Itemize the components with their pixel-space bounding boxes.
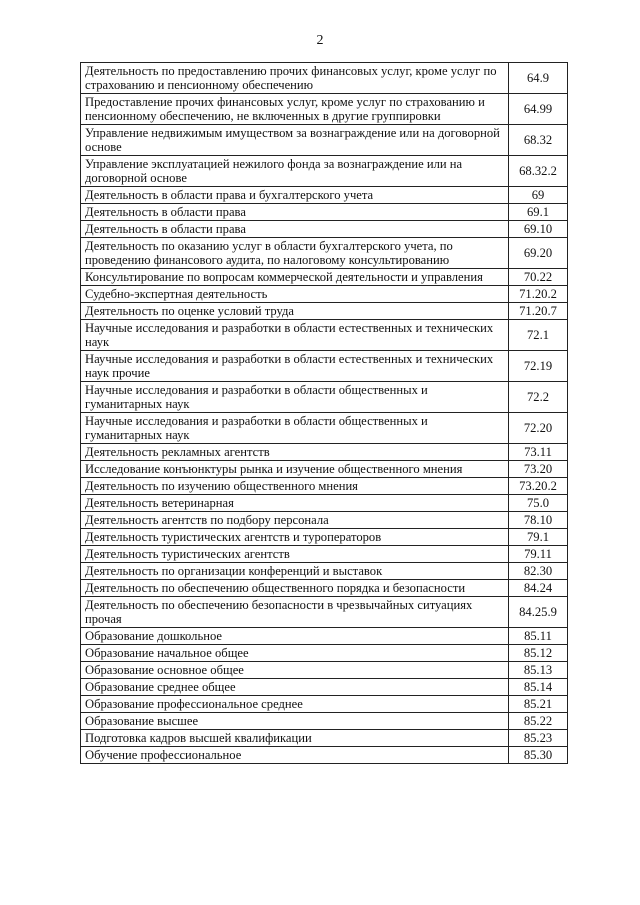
activity-code-cell: 84.25.9 <box>509 597 568 628</box>
table-row <box>81 125 568 156</box>
activity-code-cell: 85.13 <box>509 662 568 679</box>
activity-code-cell: 68.32.2 <box>509 156 568 187</box>
activity-codes-table <box>80 62 568 764</box>
activity-name-cell: Деятельность рекламных агентств <box>81 444 509 461</box>
activity-name-cell: Деятельность по оказанию услуг в области бухгалтерского учета, по проведению финансового аудита, по налоговому консультированию <box>81 238 509 269</box>
table-row <box>81 413 568 444</box>
activity-name-cell: Деятельность по обеспечению безопасности в чрезвычайных ситуациях прочая <box>81 597 509 628</box>
activity-code-cell: 69 <box>509 187 568 204</box>
table-row <box>81 628 568 645</box>
table-row <box>81 747 568 764</box>
activity-code-cell: 79.1 <box>509 529 568 546</box>
activity-name-cell: Образование основное общее <box>81 662 509 679</box>
activity-name-cell: Обучение профессиональное <box>81 747 509 764</box>
activity-code-cell: 85.12 <box>509 645 568 662</box>
activity-name-cell: Научные исследования и разработки в области общественных и гуманитарных наук <box>81 413 509 444</box>
activity-name-cell: Деятельность по предоставлению прочих финансовых услуг, кроме услуг по страхованию и пенсионному обеспечению <box>81 63 509 94</box>
table-row <box>81 546 568 563</box>
table-row <box>81 662 568 679</box>
activity-name-cell: Образование профессиональное среднее <box>81 696 509 713</box>
activity-name-cell: Судебно-экспертная деятельность <box>81 286 509 303</box>
table-row <box>81 713 568 730</box>
activity-code-cell: 73.20.2 <box>509 478 568 495</box>
table-row <box>81 351 568 382</box>
activity-name-cell: Деятельность по изучению общественного мнения <box>81 478 509 495</box>
activity-name-cell: Образование начальное общее <box>81 645 509 662</box>
table-row <box>81 156 568 187</box>
activity-code-cell: 69.10 <box>509 221 568 238</box>
activity-name-cell: Деятельность туристических агентств <box>81 546 509 563</box>
activity-code-cell: 78.10 <box>509 512 568 529</box>
activity-code-cell: 72.1 <box>509 320 568 351</box>
activity-name-cell: Управление эксплуатацией нежилого фонда за вознаграждение или на договорной основе <box>81 156 509 187</box>
activity-name-cell: Деятельность в области права <box>81 204 509 221</box>
activity-code-cell: 72.19 <box>509 351 568 382</box>
activity-name-cell: Деятельность по обеспечению общественного порядка и безопасности <box>81 580 509 597</box>
activity-code-cell: 79.11 <box>509 546 568 563</box>
activity-code-cell: 68.32 <box>509 125 568 156</box>
activity-code-cell: 69.20 <box>509 238 568 269</box>
activity-name-cell: Исследование конъюнктуры рынка и изучение общественного мнения <box>81 461 509 478</box>
table-row <box>81 495 568 512</box>
activity-name-cell: Деятельность туристических агентств и туроператоров <box>81 529 509 546</box>
activity-code-cell: 85.22 <box>509 713 568 730</box>
table-row <box>81 444 568 461</box>
activity-name-cell: Научные исследования и разработки в области общественных и гуманитарных наук <box>81 382 509 413</box>
activity-name-cell: Образование дошкольное <box>81 628 509 645</box>
table-row <box>81 63 568 94</box>
activity-code-cell: 64.99 <box>509 94 568 125</box>
table-row <box>81 679 568 696</box>
activity-name-cell: Деятельность по оценке условий труда <box>81 303 509 320</box>
activity-code-cell: 85.11 <box>509 628 568 645</box>
activity-code-cell: 71.20.2 <box>509 286 568 303</box>
table-row <box>81 286 568 303</box>
activity-name-cell: Деятельность в области права <box>81 221 509 238</box>
table-row <box>81 303 568 320</box>
table-row <box>81 529 568 546</box>
table-row <box>81 238 568 269</box>
activity-name-cell: Консультирование по вопросам коммерческой деятельности и управления <box>81 269 509 286</box>
table-row <box>81 563 568 580</box>
table-row <box>81 478 568 495</box>
activity-code-cell: 72.20 <box>509 413 568 444</box>
activity-code-cell: 72.2 <box>509 382 568 413</box>
table-body <box>81 63 568 764</box>
activity-name-cell: Образование среднее общее <box>81 679 509 696</box>
activity-code-cell: 70.22 <box>509 269 568 286</box>
table-row <box>81 512 568 529</box>
activity-code-cell: 85.21 <box>509 696 568 713</box>
activity-code-cell: 71.20.7 <box>509 303 568 320</box>
activity-name-cell: Научные исследования и разработки в области естественных и технических наук прочие <box>81 351 509 382</box>
activity-code-cell: 64.9 <box>509 63 568 94</box>
activity-name-cell: Образование высшее <box>81 713 509 730</box>
table-row <box>81 269 568 286</box>
table-row <box>81 730 568 747</box>
activity-code-cell: 75.0 <box>509 495 568 512</box>
activity-code-cell: 85.30 <box>509 747 568 764</box>
activity-code-cell: 82.30 <box>509 563 568 580</box>
table-row <box>81 580 568 597</box>
activity-code-cell: 85.23 <box>509 730 568 747</box>
activity-code-cell: 84.24 <box>509 580 568 597</box>
table-row <box>81 187 568 204</box>
activity-name-cell: Деятельность в области права и бухгалтерского учета <box>81 187 509 204</box>
table-row <box>81 696 568 713</box>
table-row <box>81 597 568 628</box>
activity-name-cell: Управление недвижимым имуществом за вознаграждение или на договорной основе <box>81 125 509 156</box>
activity-code-cell: 73.20 <box>509 461 568 478</box>
table-row <box>81 461 568 478</box>
table-row <box>81 221 568 238</box>
table-row <box>81 94 568 125</box>
activity-name-cell: Подготовка кадров высшей квалификации <box>81 730 509 747</box>
activity-code-cell: 73.11 <box>509 444 568 461</box>
activity-code-cell: 85.14 <box>509 679 568 696</box>
page-number: 2 <box>316 33 324 48</box>
table-row <box>81 204 568 221</box>
activity-name-cell: Деятельность ветеринарная <box>81 495 509 512</box>
table-row <box>81 320 568 351</box>
table-row <box>81 382 568 413</box>
activity-name-cell: Предоставление прочих финансовых услуг, кроме услуг по страхованию и пенсионному обеспечению, не включенных в другие группировки <box>81 94 509 125</box>
activity-code-cell: 69.1 <box>509 204 568 221</box>
table-row <box>81 645 568 662</box>
activity-name-cell: Деятельность по организации конференций и выставок <box>81 563 509 580</box>
activity-name-cell: Научные исследования и разработки в области естественных и технических наук <box>81 320 509 351</box>
activity-name-cell: Деятельность агентств по подбору персонала <box>81 512 509 529</box>
